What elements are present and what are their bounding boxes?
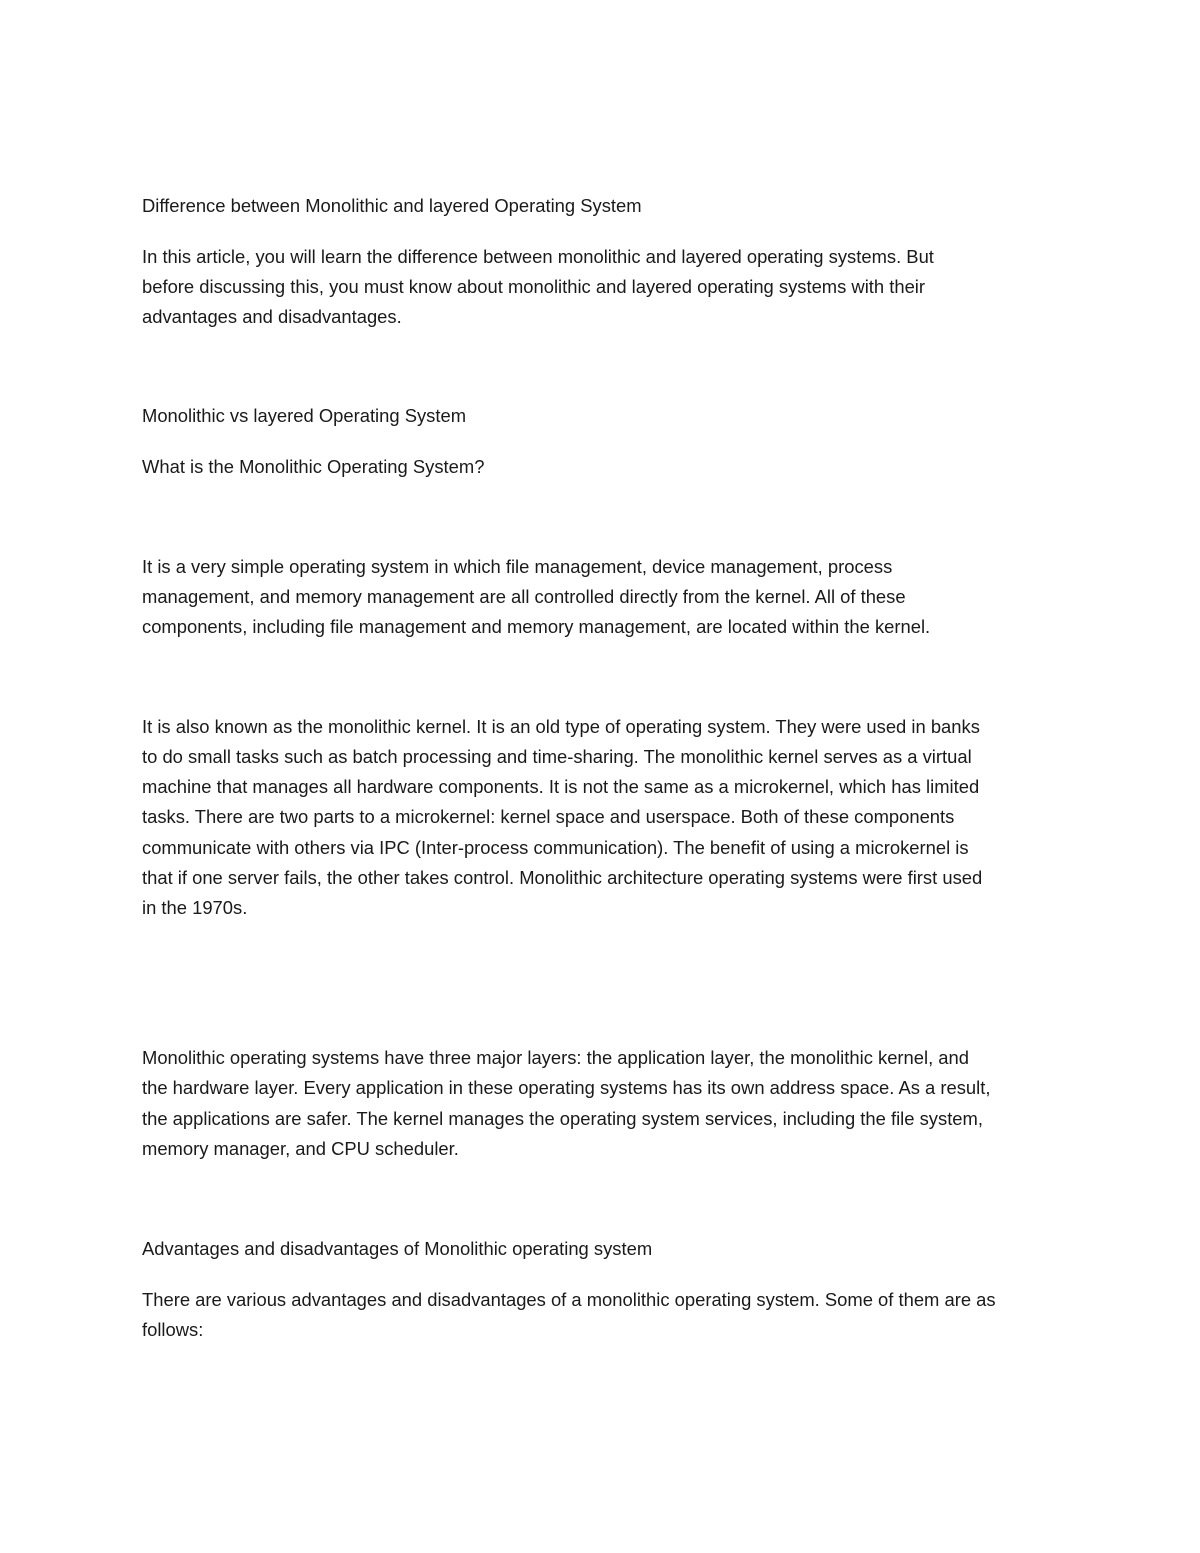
paragraph-2-line-3: machine that manages all hardware components. It is not the same as a microkernel, which has limited <box>142 776 980 797</box>
paragraph-2-line-5: communicate with others via IPC (Inter-process communication). The benefit of using a microkernel is <box>142 837 969 858</box>
advantages-heading: Advantages and disadvantages of Monolithic operating system <box>142 1238 653 1259</box>
section-heading: Monolithic vs layered Operating System <box>142 405 467 426</box>
paragraph-1-line-2: management, and memory management are all controlled directly from the kernel. All of these <box>142 586 906 607</box>
paragraph-3-line-4: memory manager, and CPU scheduler. <box>142 1138 459 1159</box>
intro-line-3: advantages and disadvantages. <box>142 306 402 327</box>
paragraph-3-line-3: the applications are safer. The kernel manages the operating system services, including the file system, <box>142 1108 983 1129</box>
intro-line-2: before discussing this, you must know about monolithic and layered operating systems with their <box>142 276 926 297</box>
paragraph-1-line-1: It is a very simple operating system in which file management, device management, process <box>142 556 893 577</box>
paragraph-2-line-2: to do small tasks such as batch processing and time-sharing. The monolithic kernel serves as a virtual <box>142 746 972 767</box>
document-title: Difference between Monolithic and layered Operating System <box>142 195 642 216</box>
advantages-intro-line-1: There are various advantages and disadvantages of a monolithic operating system. Some of them are as <box>142 1289 996 1310</box>
paragraph-2-line-4: tasks. There are two parts to a microkernel: kernel space and userspace. Both of these components <box>142 806 955 827</box>
paragraph-2-line-7: in the 1970s. <box>142 897 248 918</box>
paragraph-2-line-1: It is also known as the monolithic kernel. It is an old type of operating system. They were used in banks <box>142 716 980 737</box>
subheading: What is the Monolithic Operating System? <box>142 456 485 477</box>
paragraph-3-line-1: Monolithic operating systems have three major layers: the application layer, the monolithic kernel, and <box>142 1047 969 1068</box>
paragraph-3-line-2: the hardware layer. Every application in these operating systems has its own address space. As a result, <box>142 1077 991 1098</box>
paragraph-2-line-6: that if one server fails, the other takes control. Monolithic architecture operating systems were first used <box>142 867 983 888</box>
intro-line-1: In this article, you will learn the difference between monolithic and layered operating systems. But <box>142 246 934 267</box>
advantages-intro-line-2: follows: <box>142 1319 204 1340</box>
paragraph-1-line-3: components, including file management and memory management, are located within the kernel. <box>142 616 931 637</box>
